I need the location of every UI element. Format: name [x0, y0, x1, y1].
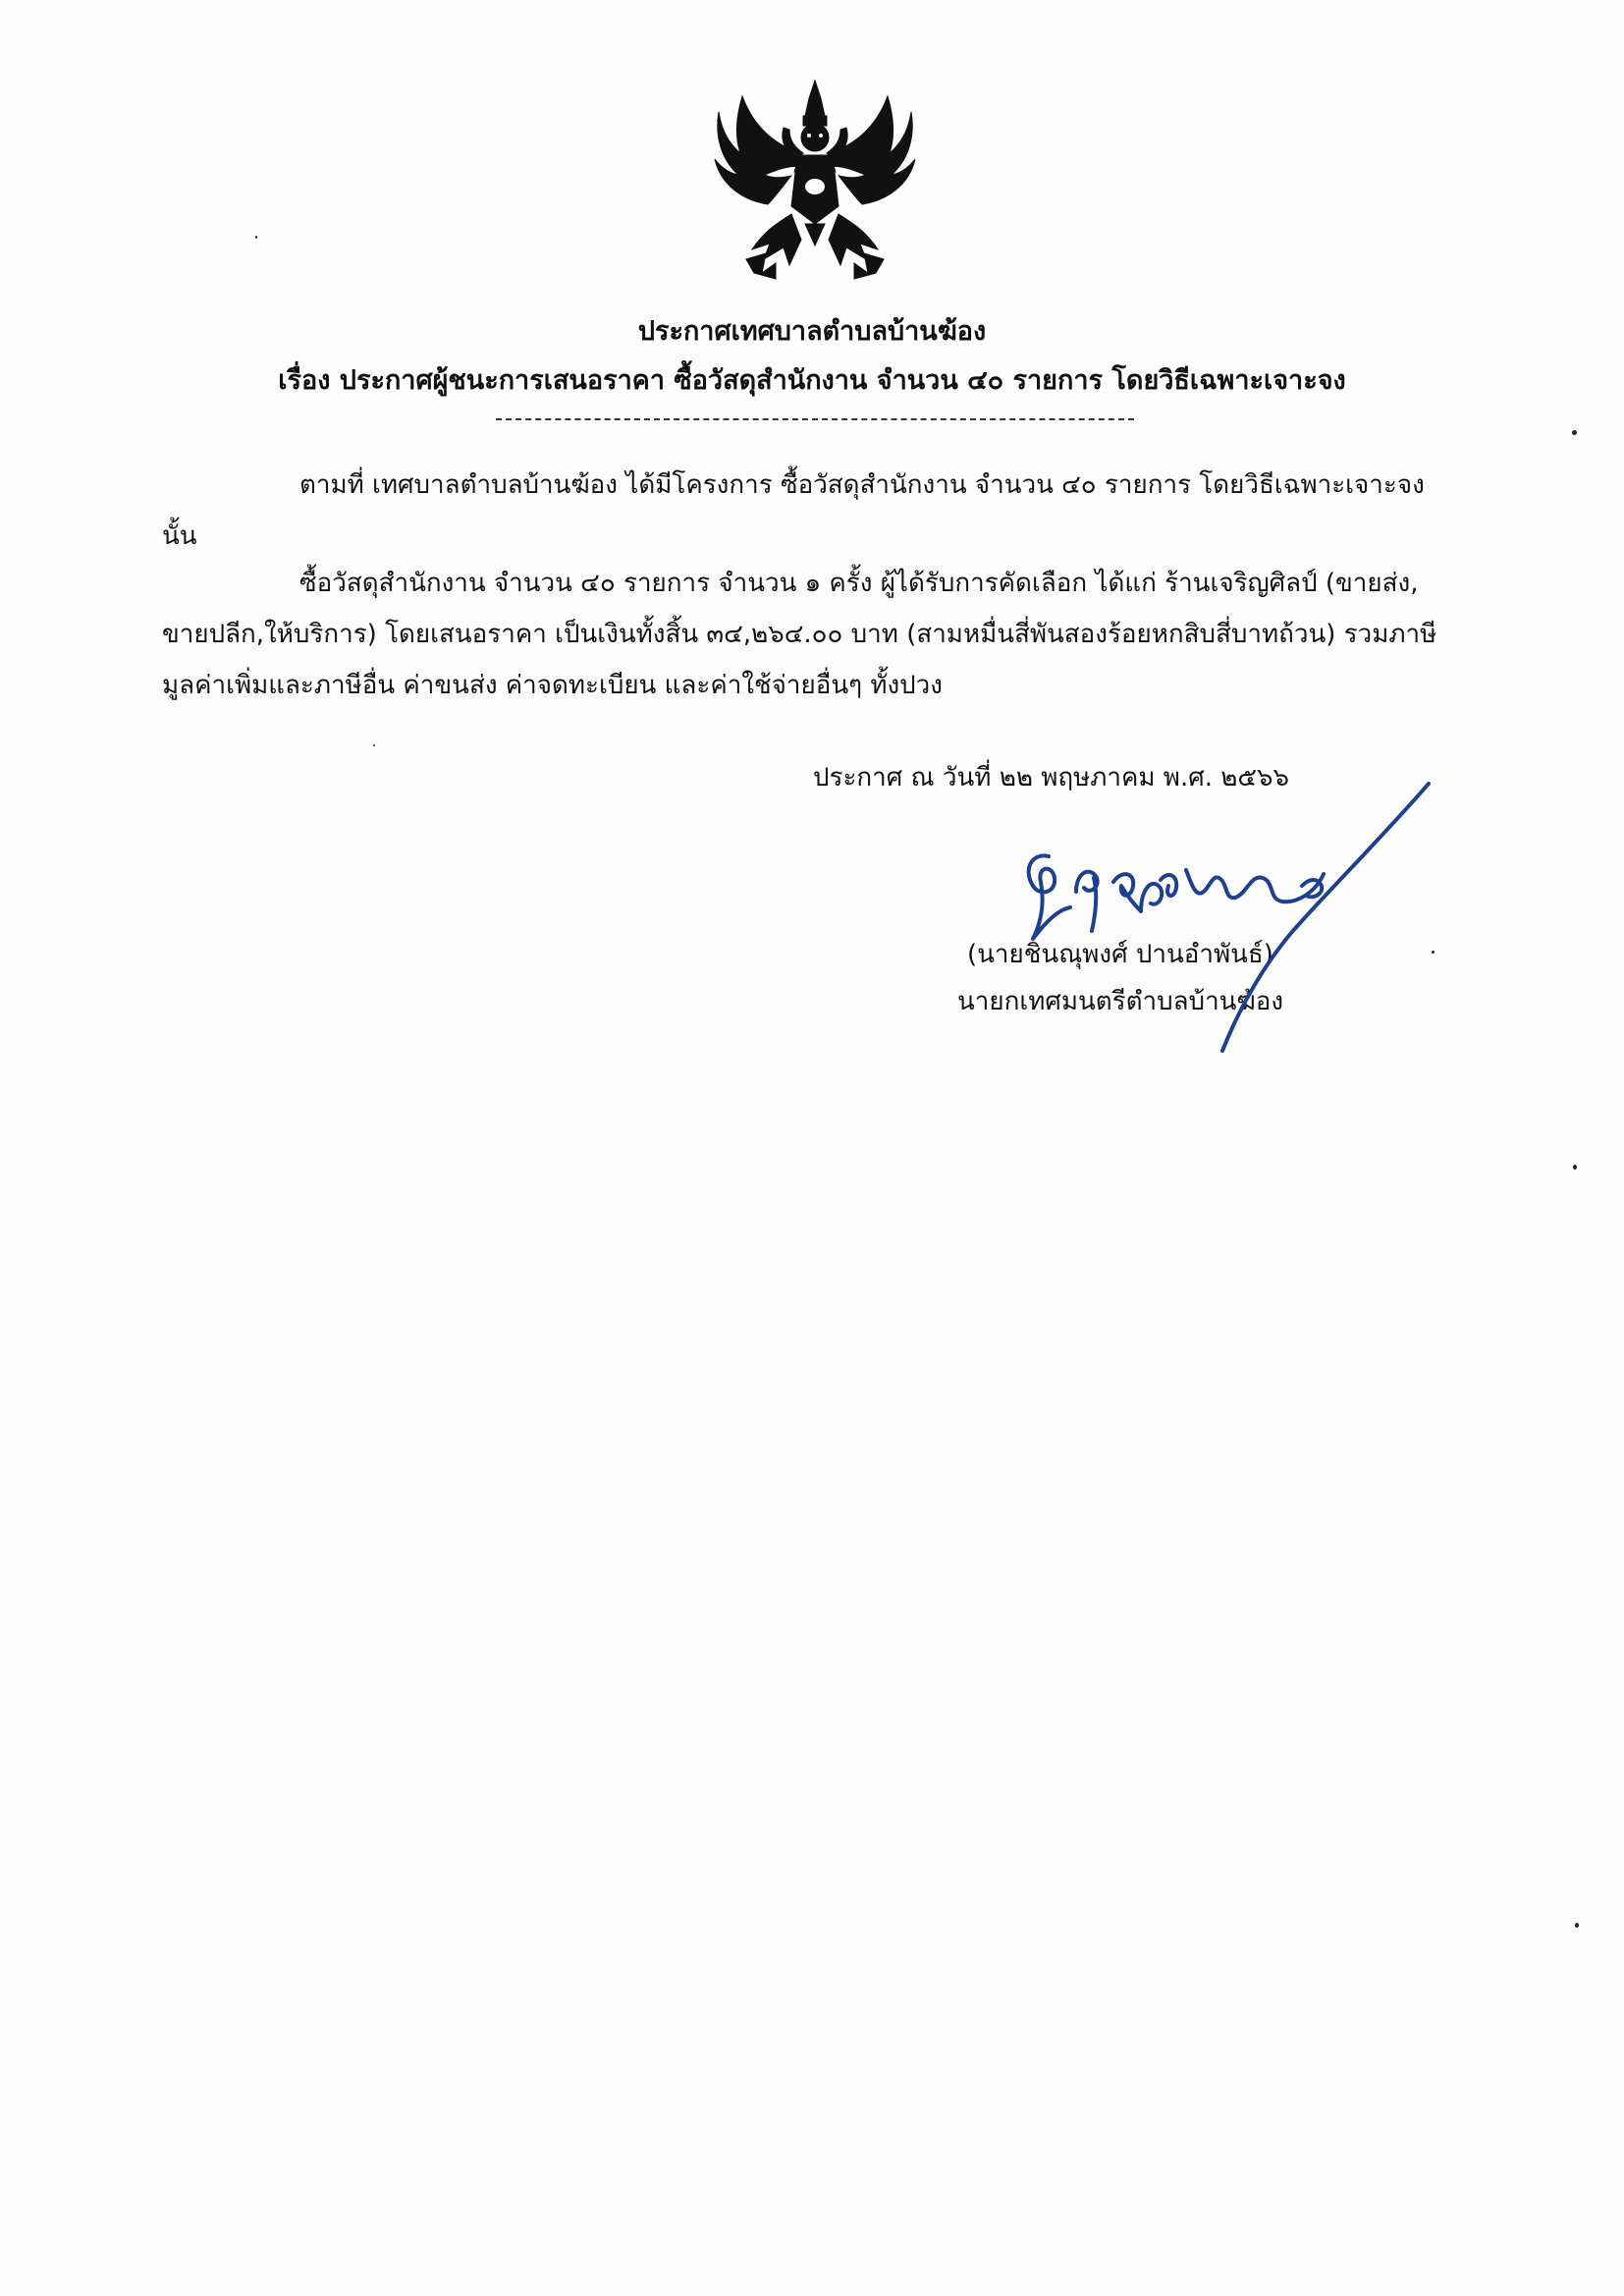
- body-paragraph-1: ตามที่ เทศบาลตำบลบ้านฆ้อง ได้มีโครงการ ซื้อวัสดุสำนักงาน จำนวน ๔๐ รายการ โดยวิธีเฉพาะเจาะจง นั้น: [162, 470, 1425, 551]
- handwritten-signature: [1011, 776, 1443, 1061]
- scan-speck: [255, 236, 257, 239]
- signer-name: (นายชินณุพงศ์ ปานอำพันธ์): [967, 940, 1273, 969]
- announcement-date: ประกาศ ณ วันที่ ๒๒ พฤษภาคม พ.ศ. ๒๕๖๖: [813, 763, 1290, 793]
- body-paragraph-2: ซื้อวัสดุสำนักงาน จำนวน ๔๐ รายการ จำนวน ๑ ครั้ง ผู้ได้รับการคัดเลือก ได้แก่ ร้านเจริญศิลป์ (ขายส่ง, ขายปลีก,ให้บริการ) โดยเสนอราคา เป็นเงินทั้งสิ้น ๓๔,๒๖๔.๐๐ บาท (สามหมื่นสี่พันสองร้อยหกสิบสี่บาทถ้วน) รวมภาษีมูลค่าเพิ่มและภาษีอื่น ค่าขนส่ง ค่าจดทะเบียน และค่าใช้จ่ายอื่นๆ ทั้งปวง: [162, 569, 1437, 700]
- announcement-subject: เรื่อง ประกาศผู้ชนะการเสนอราคา ซื้อวัสดุสำนักงาน จำนวน ๔๐ รายการ โดยวิธีเฉพาะเจาะจง: [278, 365, 1346, 396]
- garuda-emblem-icon: [707, 77, 923, 288]
- scan-speck: [1432, 951, 1435, 954]
- dashed-divider: [496, 418, 1134, 420]
- scan-speck: [1575, 1923, 1579, 1928]
- scan-speck: [373, 744, 375, 746]
- signer-title: นายกเทศมนตรีตำบลบ้านฆ้อง: [957, 987, 1284, 1016]
- scan-speck: [1572, 430, 1577, 435]
- scan-speck: [1573, 1165, 1577, 1170]
- announcement-title: ประกาศเทศบาลตำบลบ้านฆ้อง: [637, 316, 987, 347]
